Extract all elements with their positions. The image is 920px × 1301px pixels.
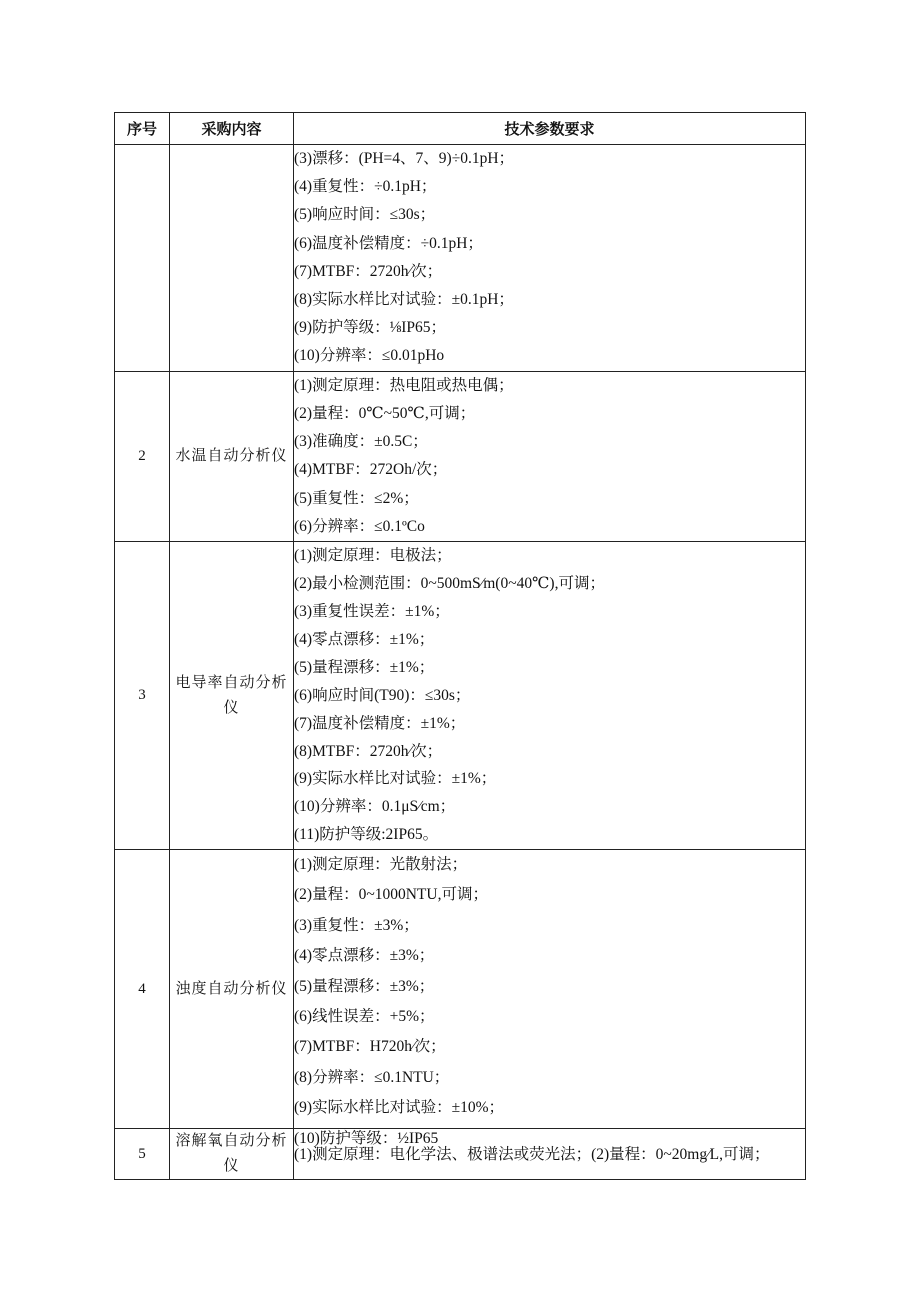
spec-cell — [294, 850, 806, 1147]
header-row — [115, 113, 806, 145]
spec-line: (11)防护等级:2IP65。 — [294, 826, 439, 844]
spec-line: (1)测定原理：光散射法； — [294, 856, 468, 874]
spec-line: (8)分辨率：≤0.1NTU； — [294, 1068, 450, 1086]
spec-line: (8)MTBF：2720h∕次； — [294, 742, 443, 760]
spec-line: (3)漂移：(PH=4、7、9)÷0.1pH； — [294, 150, 515, 167]
item-name: 溶解氧自动分析仪 — [170, 1129, 294, 1180]
spec-line: (1)测定原理：电极法； — [294, 547, 452, 565]
spec-paragraph: (1)测定原理：电化学法、极谱法或荧光法；(2)量程：0~20mg∕L,可调； — [294, 1145, 770, 1163]
spec-line: (7)MTBF：H720h∕次； — [294, 1038, 446, 1056]
spec-line: (6)响应时间(T90)：≤30s； — [294, 686, 471, 704]
table-row — [115, 145, 806, 372]
spec-line: (4)MTBF：272Oh/次； — [294, 461, 448, 479]
table-row — [115, 850, 806, 1129]
spec-line: (2)量程：0~1000NTU,可调； — [294, 886, 488, 904]
spec-clip — [294, 850, 805, 1147]
spec-line: (5)量程漂移：±1%； — [294, 658, 435, 676]
row-number: 2 — [115, 371, 170, 542]
spec-line: (3)准确度：±0.5C； — [294, 433, 428, 451]
table-row — [115, 1129, 806, 1180]
table-row — [115, 542, 806, 850]
spec-table — [114, 112, 806, 1180]
item-name — [170, 145, 294, 372]
item-name: 浊度自动分析仪 — [170, 850, 294, 1129]
item-name: 电导率自动分析仪 — [170, 542, 294, 850]
spec-line: (1)测定原理：热电阻或热电偶； — [294, 376, 514, 394]
spec-line: (10)防护等级：½IP65 — [294, 1129, 439, 1147]
spec-cell — [294, 145, 806, 372]
spec-line: (9)防护等级：⅛IP65； — [294, 319, 446, 337]
spec-line: (10)分辨率：0.1μS∕cm； — [294, 798, 456, 816]
spec-cell — [294, 371, 806, 542]
spec-line: (4)零点漂移：±3%； — [294, 947, 435, 965]
header-item: 采购内容 — [170, 113, 294, 145]
spec-line: (5)响应时间：≤30s； — [294, 206, 436, 224]
spec-cell — [294, 542, 806, 850]
table-row — [115, 371, 806, 542]
header-spec: 技术参数要求 — [294, 113, 806, 145]
row-number — [115, 145, 170, 372]
spec-line: (5)重复性：≤2%； — [294, 489, 419, 507]
spec-line: (10)分辨率：≤0.01pHo — [294, 347, 445, 365]
spec-line: (7)温度补偿精度：±1%； — [294, 714, 466, 732]
spec-line: (3)重复性：±3%； — [294, 916, 419, 934]
spec-line: (4)零点漂移：±1%； — [294, 630, 435, 648]
row-number: 3 — [115, 542, 170, 850]
spec-line: (9)实际水样比对试验：±1%； — [294, 770, 497, 788]
spec-line: (6)温度补偿精度：÷0.1pH； — [294, 234, 483, 252]
spec-line: (8)实际水样比对试验：±0.1pH； — [294, 290, 514, 308]
row-number: 5 — [115, 1129, 170, 1180]
spec-line: (6)分辨率：≤0.1ºCo — [294, 517, 425, 535]
spec-line: (2)量程：0℃~50℃,可调； — [294, 404, 476, 422]
header-no: 序号 — [115, 113, 170, 145]
spec-line: (5)量程漂移：±3%； — [294, 977, 435, 995]
item-name: 水温自动分析仪 — [170, 371, 294, 542]
spec-line: (7)MTBF：2720h∕次； — [294, 262, 443, 280]
spec-line: (6)线性误差：+5%； — [294, 1008, 435, 1026]
spec-line: (3)重复性误差：±1%； — [294, 603, 450, 621]
spec-line: (9)实际水样比对试验：±10%； — [294, 1099, 504, 1117]
row-number: 4 — [115, 850, 170, 1129]
spec-line: (4)重复性：÷0.1pH； — [294, 178, 437, 196]
spec-line: (2)最小检测范围：0~500mS∕m(0~40℃),可调； — [294, 575, 605, 593]
